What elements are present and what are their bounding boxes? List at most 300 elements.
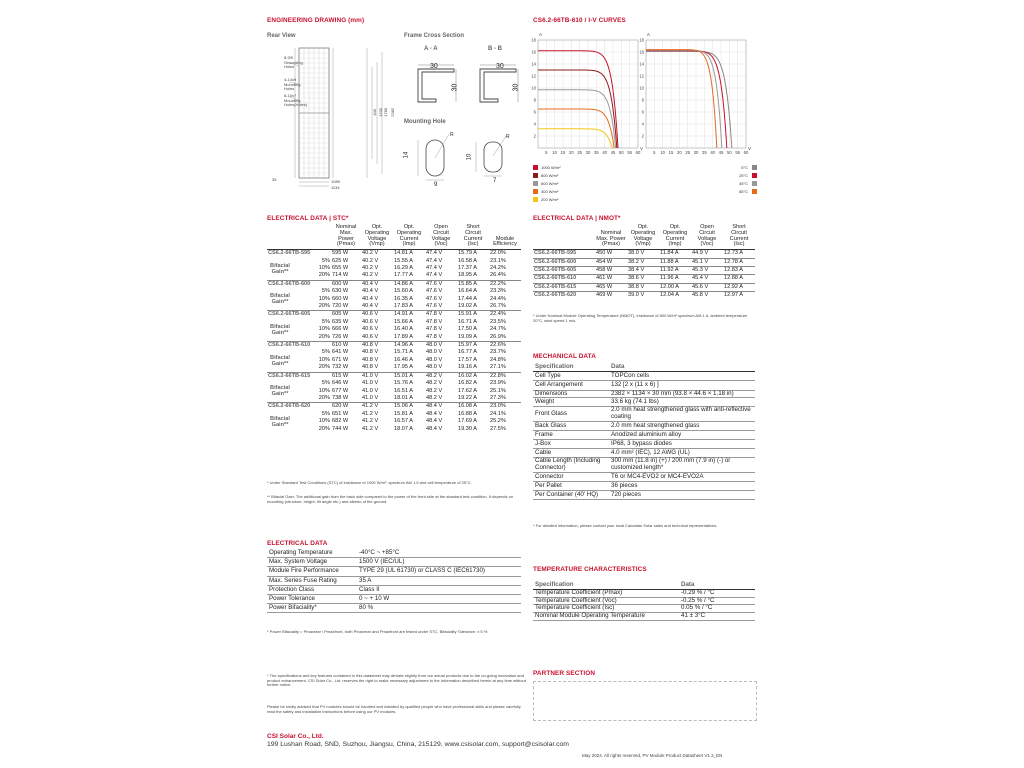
nmot-cell: 465 W bbox=[595, 283, 627, 291]
nmot-model: CS6.2-66TB-610 bbox=[533, 275, 595, 283]
iv-xtick: 25 bbox=[685, 150, 691, 155]
stc-cell: 48.0 V bbox=[426, 356, 443, 363]
dim-width: 1134 bbox=[331, 185, 340, 190]
stc-cell: 48.4 V bbox=[425, 403, 457, 411]
iv-axis-v: V bbox=[748, 146, 752, 151]
nmot-header-row bbox=[533, 225, 755, 250]
dim-width-inner: 1089 bbox=[331, 179, 340, 184]
stc-bifacial-label: Bifacial Gain** bbox=[270, 262, 290, 275]
stc-cell: 26.7% bbox=[490, 303, 506, 310]
nmot-header-cell: Opt. Operating Current (Imp) bbox=[659, 225, 691, 250]
temperature-header-data: Data bbox=[679, 581, 755, 590]
electrical-data-cell: 35 A bbox=[357, 576, 521, 585]
stc-cell: 605 W bbox=[331, 311, 361, 319]
stc-gain: 10% bbox=[318, 326, 330, 333]
iv-axis-a: A bbox=[647, 32, 651, 37]
stc-row bbox=[267, 303, 521, 311]
stc-gain: 10% bbox=[318, 265, 330, 271]
stc-cell: 27.1% bbox=[490, 364, 506, 371]
stc-cell: 47.8 V bbox=[426, 333, 443, 340]
stc-cell: 15.55 A bbox=[394, 257, 413, 264]
iv-xtick: 55 bbox=[735, 150, 741, 155]
nmot-cell: 39.0 V bbox=[627, 292, 659, 300]
stc-cell: 15.01 A bbox=[393, 372, 425, 380]
stc-cell: 47.8 V bbox=[425, 311, 457, 319]
nmot-cell: 461 W bbox=[595, 275, 627, 283]
stc-cell: 48.0 V bbox=[426, 349, 443, 356]
mechanical-spec-cell: Per Pallet bbox=[533, 481, 609, 490]
stc-row bbox=[267, 272, 521, 280]
electrical-data-cell: TYPE 29 (UL 61730) or CLASS C (IEC61730) bbox=[357, 567, 521, 576]
nmot-cell: 12.92 A bbox=[723, 283, 755, 291]
stc-header-cell: Module Efficiency bbox=[489, 225, 521, 250]
mechanical-table bbox=[533, 363, 755, 500]
nmot-cell: 450 W bbox=[596, 250, 613, 257]
stc-gain: 5% bbox=[321, 380, 330, 387]
stc-cell: 635 W bbox=[332, 318, 349, 325]
dim-v-2382: 2382 bbox=[390, 107, 396, 117]
dim-v-400: 400 bbox=[372, 108, 378, 116]
stc-cell: 40.2 V bbox=[362, 265, 379, 271]
mechanical-spec-cell: Cell Type bbox=[533, 372, 609, 381]
stc-cell: 16.46 A bbox=[394, 356, 413, 363]
temperature-spec-cell: Temperature Coefficient (Isc) bbox=[533, 605, 679, 613]
stc-cell: 26.4% bbox=[490, 272, 506, 279]
mechanical-row bbox=[533, 430, 755, 439]
nmot-cell: 12.83 A bbox=[723, 267, 755, 275]
mechanical-row bbox=[533, 491, 755, 500]
iv-xtick: 15 bbox=[560, 150, 566, 155]
stc-cell: 666 W bbox=[332, 326, 349, 333]
frame-cross-section-label: Frame Cross Section bbox=[404, 33, 465, 39]
legend-item bbox=[533, 171, 633, 179]
stc-gain: 5% bbox=[321, 288, 330, 295]
stc-gain: 5% bbox=[321, 410, 330, 417]
stc-cell: 655 W bbox=[332, 265, 349, 271]
stc-row bbox=[267, 258, 521, 265]
nmot-cell: 44.9 V bbox=[692, 250, 709, 257]
iv-xtick: 50 bbox=[726, 150, 732, 155]
legend-item bbox=[700, 179, 760, 187]
iv-ytick: 6 bbox=[641, 109, 644, 115]
stc-row bbox=[267, 403, 521, 411]
stc-cell: 25.2% bbox=[490, 418, 506, 425]
stc-cell: 16.71 A bbox=[458, 318, 477, 325]
iv-ytick: 4 bbox=[533, 121, 536, 127]
stc-cell: 17.83 A bbox=[394, 303, 413, 310]
nmot-cell: 38.4 V bbox=[627, 267, 659, 275]
stc-cell: 23.9% bbox=[490, 380, 506, 387]
nmot-cell: 45.6 V bbox=[691, 283, 723, 291]
stc-cell: 19.09 A bbox=[458, 333, 477, 340]
stc-cell: 17.95 A bbox=[394, 364, 413, 371]
stc-cell: 15.79 A bbox=[458, 250, 477, 257]
legend-swatch bbox=[752, 189, 757, 194]
legend-swatch bbox=[533, 189, 538, 194]
stc-bifacial-label: Bifacial Gain** bbox=[270, 354, 290, 367]
nmot-row bbox=[533, 292, 755, 300]
mechanical-data-cell: 36 pieces bbox=[609, 481, 755, 490]
stc-bifacial-label: Bifacial Gain** bbox=[270, 385, 290, 398]
electrical-data-cell: Class II bbox=[357, 585, 521, 594]
rear-label-grounding: 8-Φ5 Grounding Holes bbox=[284, 55, 303, 70]
stc-cell: 40.2 V bbox=[362, 272, 379, 279]
nmot-model: CS6.2-66TB-595 bbox=[534, 250, 577, 257]
iv-ytick: 14 bbox=[639, 61, 644, 67]
stc-header-cell: Open Circuit Voltage (Voc) bbox=[425, 225, 457, 250]
stc-cell: 16.88 A bbox=[458, 410, 477, 417]
stc-row bbox=[267, 326, 521, 333]
legend-swatch bbox=[533, 173, 538, 178]
stc-note-1: * Under Standard Test Conditions (STC) of irradiance of 1000 W/m², spectrum AM 1.5 and cell temperature of 25°C. bbox=[267, 480, 472, 485]
dim-9: 9 bbox=[434, 182, 438, 188]
stc-cell: 17.89 A bbox=[394, 333, 413, 340]
nmot-cell: 38.2 V bbox=[627, 258, 659, 266]
stc-cell: 48.4 V bbox=[426, 425, 443, 432]
iv-legend-temperature bbox=[700, 163, 760, 195]
temperature-data-cell: 41 ± 3°C bbox=[679, 612, 755, 620]
stc-cell: 651 W bbox=[332, 410, 349, 417]
stc-bifacial-label: Bifacial Gain** bbox=[270, 323, 290, 336]
nmot-row bbox=[533, 267, 755, 275]
stc-cell: 16.57 A bbox=[394, 418, 413, 425]
nmot-cell: 45.1 V bbox=[691, 258, 723, 266]
legend-swatch bbox=[752, 181, 757, 186]
iv-ytick: 16 bbox=[639, 49, 644, 55]
stc-cell: 16.82 A bbox=[458, 380, 477, 387]
stc-cell: 16.77 A bbox=[458, 349, 477, 356]
stc-cell: 41.2 V bbox=[361, 403, 393, 411]
stc-gain: 10% bbox=[318, 387, 330, 394]
mechanical-row bbox=[533, 458, 755, 472]
rear-view-label: Rear View bbox=[267, 33, 296, 39]
mechanical-spec-cell: Dimensions bbox=[533, 390, 609, 398]
electrical-row bbox=[267, 595, 521, 604]
stc-cell: 19.22 A bbox=[458, 394, 477, 401]
stc-row bbox=[267, 357, 521, 364]
stc-cell: 610 W bbox=[331, 342, 361, 350]
stc-cell: 27.5% bbox=[490, 425, 506, 432]
iv-ytick: 2 bbox=[533, 133, 536, 139]
stc-cell: 24.2% bbox=[490, 265, 506, 271]
iv-xtick: 55 bbox=[627, 150, 633, 155]
stc-bifacial-label: Bifacial Gain** bbox=[270, 293, 290, 306]
stc-cell: 22.8% bbox=[489, 372, 521, 380]
stc-cell: 19.30 A bbox=[458, 425, 477, 432]
stc-cell: 15.81 A bbox=[394, 410, 413, 417]
nmot-header-cell: Open Circuit Voltage (Voc) bbox=[691, 225, 723, 250]
mechanical-data-cell: 33.6 kg (74.1 lbs) bbox=[609, 398, 755, 407]
temperature-spec-cell: Temperature Coefficient (Pmax) bbox=[533, 590, 679, 598]
stc-cell: 14.86 A bbox=[393, 280, 425, 288]
electrical-spec-cell: Protection Class bbox=[267, 585, 357, 594]
stc-bifacial-label: Bifacial Gain** bbox=[270, 415, 290, 428]
stc-cell: 47.6 V bbox=[425, 280, 457, 288]
stc-cell: 25.1% bbox=[490, 387, 506, 394]
legend-item bbox=[533, 187, 633, 195]
nmot-row bbox=[533, 275, 755, 283]
stc-row bbox=[267, 342, 521, 350]
stc-gain: 20% bbox=[318, 425, 330, 432]
stc-cell: 16.35 A bbox=[394, 295, 413, 302]
mechanical-spec-cell: Back Glass bbox=[533, 421, 609, 430]
section-aa-label: A - A bbox=[424, 46, 438, 52]
mechanical-data-cell: IP68, 3 bypass diodes bbox=[609, 440, 755, 449]
stc-cell: 18.95 A bbox=[458, 272, 477, 279]
iv-xtick: 20 bbox=[568, 150, 574, 155]
mechanical-header-row bbox=[533, 363, 755, 372]
mechanical-spec-cell: Cable bbox=[533, 449, 609, 458]
mechanical-spec-cell: Per Container (40' HQ) bbox=[533, 491, 609, 500]
stc-cell: 26.9% bbox=[490, 333, 506, 340]
stc-row bbox=[267, 265, 521, 272]
partner-box bbox=[533, 681, 757, 721]
dim-v-1500: 1500 bbox=[378, 107, 384, 117]
iv-xtick: 60 bbox=[635, 150, 641, 155]
iv-xtick: 45 bbox=[718, 150, 724, 155]
mechanical-data-cell: 2382 × 1134 × 30 mm (93.8 × 44.6 × 1.18 in) bbox=[609, 390, 755, 398]
electrical-note: * Power Bifaciality = Pmaxrear / Pmaxfront, both Pmaxrear and Pmaxfront are tested under STC, Bifaciality Tolerance: ± 5 % bbox=[267, 629, 488, 634]
stc-cell: 660 W bbox=[332, 295, 349, 302]
stc-cell: 40.8 V bbox=[362, 356, 379, 363]
electrical-row bbox=[267, 576, 521, 585]
iv-xtick: 10 bbox=[552, 150, 558, 155]
dim-14: 14 bbox=[403, 151, 410, 159]
iv-series-line bbox=[538, 90, 616, 148]
nmot-cell: 454 W bbox=[595, 258, 627, 266]
mounting-hole-label: Mounting Hole bbox=[404, 119, 446, 125]
mechanical-spec-cell: Connector bbox=[533, 472, 609, 481]
nmot-cell: 11.96 A bbox=[659, 275, 691, 283]
nmot-cell: 11.84 A bbox=[660, 250, 679, 257]
stc-cell: 47.4 V bbox=[426, 250, 443, 257]
iv-curves-chart bbox=[530, 28, 760, 164]
mechanical-data-cell: 720 pieces bbox=[609, 491, 755, 500]
mechanical-note: * For detailed information, please contact your local Canadian Solar sales and technical representatives. bbox=[533, 523, 718, 528]
stc-title: ELECTRICAL DATA | STC* bbox=[267, 215, 349, 222]
stc-cell: 17.57 A bbox=[458, 356, 477, 363]
stc-cell: 48.2 V bbox=[426, 380, 443, 387]
iv-legend-irradiance bbox=[533, 163, 633, 203]
mechanical-row bbox=[533, 407, 755, 421]
stc-cell: 23.7% bbox=[490, 349, 506, 356]
stc-cell: 620 W bbox=[331, 403, 361, 411]
mechanical-spec-cell: Weight bbox=[533, 398, 609, 407]
nmot-row bbox=[533, 258, 755, 266]
stc-model: CS6.2-66TB-610 bbox=[267, 342, 331, 350]
mechanical-row bbox=[533, 472, 755, 481]
nmot-cell: 12.04 A bbox=[659, 292, 691, 300]
nmot-cell: 12.00 A bbox=[659, 283, 691, 291]
stc-cell: 22.4% bbox=[489, 311, 521, 319]
mechanical-data-cell: 4.0 mm² (IEC), 12 AWG (UL) bbox=[609, 449, 755, 458]
stc-table bbox=[267, 225, 521, 433]
mechanical-header-data: Data bbox=[609, 363, 755, 372]
iv-xtick: 20 bbox=[676, 150, 682, 155]
electrical-spec-cell: Module Fire Performance bbox=[267, 567, 357, 576]
stc-cell: 16.64 A bbox=[458, 288, 477, 295]
legend-item bbox=[533, 179, 633, 187]
stc-row bbox=[267, 334, 521, 342]
footer-address: 199 Lushan Road, SND, Suzhou, Jiangsu, China, 215129, www.csisolar.com, support@csisolar.com bbox=[267, 741, 569, 748]
stc-cell: 47.4 V bbox=[426, 265, 443, 271]
mechanical-header-spec: Specification bbox=[533, 363, 609, 372]
iv-ytick: 10 bbox=[531, 85, 536, 91]
iv-series-line bbox=[646, 51, 732, 148]
iv-xtick: 45 bbox=[610, 150, 616, 155]
stc-cell: 17.77 A bbox=[394, 272, 413, 279]
stc-cell: 600 W bbox=[331, 280, 361, 288]
nmot-header-cell: Short Circuit Current (Isc) bbox=[723, 225, 755, 250]
mechanical-row bbox=[533, 381, 755, 390]
frame-cross-section-drawing bbox=[404, 55, 529, 120]
rear-label-mounting-holes: 8-10x7 Mounting Holes(Holes) bbox=[284, 93, 308, 108]
stc-cell: 15.91 A bbox=[457, 311, 489, 319]
electrical-title: ELECTRICAL DATA bbox=[267, 540, 328, 547]
stc-cell: 41.0 V bbox=[362, 394, 379, 401]
stc-row bbox=[267, 280, 521, 288]
stc-row bbox=[267, 380, 521, 387]
stc-row bbox=[267, 372, 521, 380]
stc-cell: 14.81 A bbox=[394, 250, 413, 257]
stc-cell: 17.44 A bbox=[458, 295, 477, 302]
stc-cell: 595 W bbox=[332, 250, 349, 257]
stc-header-cell: Opt. Operating Voltage (Vmp) bbox=[361, 225, 393, 250]
rear-label-mounting: 4-14x9 Mounting Holes bbox=[284, 77, 301, 92]
electrical-row bbox=[267, 585, 521, 594]
stc-cell: 23.0% bbox=[489, 403, 521, 411]
stc-cell: 24.7% bbox=[490, 326, 506, 333]
stc-cell: 17.62 A bbox=[458, 387, 477, 394]
iv-axis-v: V bbox=[640, 146, 644, 151]
iv-xtick: 5 bbox=[653, 150, 656, 155]
nmot-cell: 11.92 A bbox=[659, 267, 691, 275]
temperature-spec-cell: Temperature Coefficient (Voc) bbox=[533, 597, 679, 605]
legend-label: 800 W/m² bbox=[541, 172, 559, 178]
iv-series-line bbox=[538, 129, 612, 148]
stc-header-cell: Nominal Max. Power (Pmax) bbox=[331, 225, 361, 250]
stc-cell: 18.07 A bbox=[394, 425, 413, 432]
stc-model: CS6.2-66TB-615 bbox=[267, 372, 331, 380]
iv-ytick: 18 bbox=[639, 37, 644, 43]
stc-cell: 16.51 A bbox=[394, 387, 413, 394]
iv-xtick: 40 bbox=[710, 150, 716, 155]
iv-xtick: 30 bbox=[585, 150, 591, 155]
iv-xtick: 35 bbox=[593, 150, 599, 155]
stc-cell: 40.2 V bbox=[362, 250, 379, 257]
stc-model: CS6.2-66TB-595 bbox=[268, 250, 311, 257]
stc-cell: 15.76 A bbox=[394, 380, 413, 387]
stc-gain: 5% bbox=[321, 349, 330, 356]
nmot-title: ELECTRICAL DATA | NMOT* bbox=[533, 215, 621, 222]
legend-swatch bbox=[752, 165, 757, 170]
iv-axis-a: A bbox=[539, 32, 543, 37]
legend-swatch bbox=[752, 173, 757, 178]
stc-cell: 24.4% bbox=[490, 295, 506, 302]
stc-cell: 40.4 V bbox=[362, 295, 379, 302]
stc-cell: 40.6 V bbox=[362, 318, 379, 325]
temperature-title: TEMPERATURE CHARACTERISTICS bbox=[533, 566, 647, 573]
dim-side: 35 bbox=[272, 177, 277, 182]
legend-item bbox=[700, 187, 760, 195]
stc-cell: 47.8 V bbox=[426, 326, 443, 333]
stc-cell: 41.2 V bbox=[362, 425, 379, 432]
dim-v-1780: 1780 bbox=[383, 107, 389, 117]
nmot-cell: 45.4 V bbox=[691, 275, 723, 283]
stc-cell: 16.40 A bbox=[394, 326, 413, 333]
mechanical-row bbox=[533, 440, 755, 449]
stc-cell: 23.3% bbox=[490, 288, 506, 295]
stc-row bbox=[267, 418, 521, 425]
stc-cell: 40.8 V bbox=[361, 342, 393, 350]
stc-row bbox=[267, 250, 521, 258]
nmot-cell: 469 W bbox=[595, 292, 627, 300]
mechanical-title: MECHANICAL DATA bbox=[533, 353, 596, 360]
stc-cell: 14.91 A bbox=[393, 311, 425, 319]
nmot-row bbox=[533, 283, 755, 291]
stc-cell: 16.08 A bbox=[457, 403, 489, 411]
stc-row bbox=[267, 395, 521, 403]
mechanical-spec-cell: Frame bbox=[533, 430, 609, 439]
nmot-cell: 45.8 V bbox=[691, 292, 723, 300]
mechanical-data-cell: 132 [2 x (11 x 6) ] bbox=[609, 381, 755, 390]
electrical-spec-cell: Max. Series Fuse Rating bbox=[267, 576, 357, 585]
mechanical-row bbox=[533, 421, 755, 430]
mechanical-data-cell: 2.0 mm heat strengthened glass bbox=[609, 421, 755, 430]
stc-cell: 22.2% bbox=[489, 280, 521, 288]
partner-title: PARTNER SECTION bbox=[533, 670, 596, 677]
iv-xtick: 60 bbox=[743, 150, 749, 155]
stc-cell: 41.2 V bbox=[362, 410, 379, 417]
footer-copyright: May 2024. All rights reserved, PV Module Product Datasheet V1.2_EN bbox=[582, 753, 723, 758]
stc-cell: 677 W bbox=[332, 387, 349, 394]
stc-cell: 15.66 A bbox=[394, 318, 413, 325]
temperature-data-cell: -0.29 % / °C bbox=[679, 590, 755, 598]
stc-cell: 41.2 V bbox=[362, 418, 379, 425]
stc-cell: 738 W bbox=[332, 394, 349, 401]
legend-swatch bbox=[533, 165, 538, 170]
iv-ytick: 10 bbox=[639, 85, 644, 91]
stc-row bbox=[267, 364, 521, 372]
electrical-spec-cell: Power Bifaciality* bbox=[267, 604, 357, 613]
mechanical-data-cell: T6 or MC4-EVO2 or MC4-EVO2A bbox=[609, 472, 755, 481]
dim-7: 7 bbox=[493, 178, 497, 184]
stc-gain: 20% bbox=[318, 303, 330, 310]
temperature-table bbox=[533, 581, 755, 621]
stc-cell: 48.4 V bbox=[426, 418, 443, 425]
stc-cell: 15.97 A bbox=[457, 342, 489, 350]
iv-ytick: 18 bbox=[531, 37, 536, 43]
legend-label: 400 W/m² bbox=[541, 188, 559, 194]
dim-r-2: R bbox=[506, 134, 510, 140]
stc-model: CS6.2-66TB-600 bbox=[267, 280, 331, 288]
iv-xtick: 40 bbox=[602, 150, 608, 155]
nmot-row bbox=[533, 250, 755, 258]
nmot-model: CS6.2-66TB-600 bbox=[533, 258, 595, 266]
stc-cell: 41.0 V bbox=[361, 372, 393, 380]
stc-cell: 47.6 V bbox=[426, 303, 443, 310]
legend-label: 65°C bbox=[739, 188, 748, 194]
footer-company: CSI Solar Co., Ltd. bbox=[267, 733, 324, 740]
stc-cell: 40.4 V bbox=[362, 288, 379, 295]
nmot-cell: 38.8 V bbox=[627, 283, 659, 291]
stc-row bbox=[267, 319, 521, 326]
iv-xtick: 25 bbox=[577, 150, 583, 155]
iv-series-line bbox=[646, 50, 717, 148]
temperature-data-cell: 0.05 % / °C bbox=[679, 605, 755, 613]
stc-header-empty bbox=[267, 225, 331, 250]
mechanical-data-cell: 2.0 mm heat strengthened glass with anti-reflective coating bbox=[609, 407, 755, 421]
